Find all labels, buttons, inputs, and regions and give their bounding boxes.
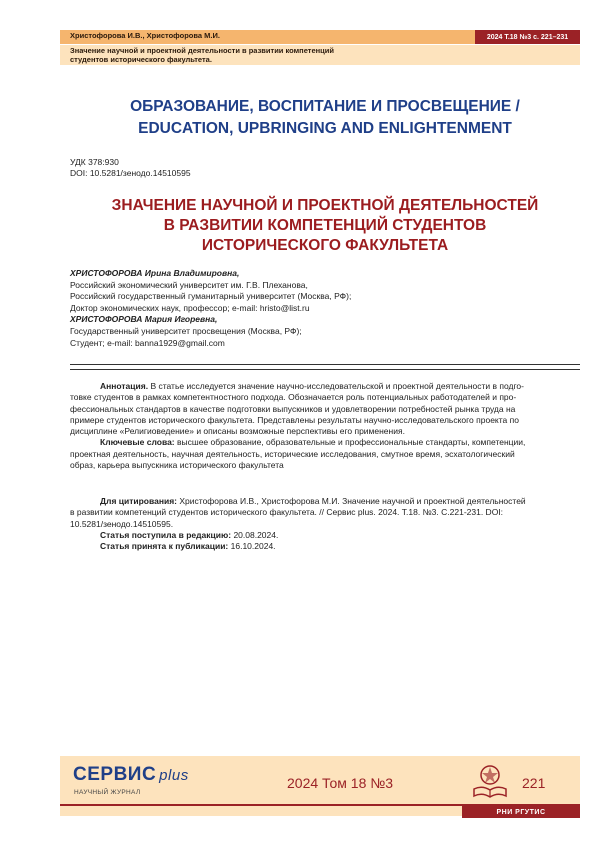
- footer-issue: 2024 Том 18 №3: [287, 775, 394, 791]
- author-affiliation: Государственный университет просвещения (Москва, РФ);: [70, 325, 302, 336]
- divider: [70, 369, 580, 370]
- section-heading-line: ОБРАЗОВАНИЕ, ВОСПИТАНИЕ И ПРОСВЕЩЕНИЕ /: [130, 98, 520, 115]
- running-head-authors: Христофорова И.В., Христофорова М.И.: [70, 31, 220, 40]
- abstract-text: дисциплине «Религиоведение» и описаны возможные перспективы его применения.: [70, 426, 405, 437]
- citation-label: Для цитирования:: [100, 496, 177, 506]
- article-title-line: ИСТОРИЧЕСКОГО ФАКУЛЬТЕТА: [201, 237, 449, 254]
- accepted-date: 16.10.2024.: [230, 541, 276, 552]
- university-label: РНИ РГУТИС: [462, 806, 580, 818]
- article-title-line: В РАЗВИТИИ КОМПЕТЕНЦИЙ СТУДЕНТОВ: [163, 217, 487, 234]
- running-head-title-line: студентов исторического факультета.: [70, 55, 212, 64]
- abstract-label: Аннотация.: [100, 381, 149, 391]
- abstract-text: товке студентов в рамках компетентностного подхода. Обозначается роль потенциальных работодателей и про-: [70, 392, 517, 403]
- author-affiliation: Российский экономический университет им. Г.В. Плеханова,: [70, 279, 308, 290]
- journal-subtitle: НАУЧНЫЙ ЖУРНАЛ: [74, 789, 141, 796]
- running-head-title-line: Значение научной и проектной деятельности в развитии компетенций: [70, 46, 334, 55]
- accepted-label: Статья принята к публикации:: [100, 541, 229, 552]
- running-head-title: [70, 46, 410, 64]
- received-label: Статья поступила в редакцию:: [100, 529, 232, 540]
- abstract-text: примере студентов исторического факультета. Представлены результаты научно-исследовательского проекта по: [70, 414, 519, 425]
- udk: УДК 378:930: [70, 157, 119, 167]
- running-head-issue: 2024 Т.18 №3 с. 221–231: [475, 30, 580, 44]
- journal-plus: plus: [159, 767, 189, 784]
- abstract-text: фессиональных стандартов в качестве подготовки выпускников и удовлетворении потребностей рынка труда на: [70, 403, 516, 414]
- author-name: ХРИСТОФОРОВА Ирина Владимировна,: [70, 268, 240, 278]
- citation-text: в развитии компетенций студентов исторического факультета. // Сервис plus. 2024. Т.18. №3. С.221-231. DOI:: [70, 507, 504, 518]
- article-title-line: ЗНАЧЕНИЕ НАУЧНОЙ И ПРОЕКТНОЙ ДЕЯТЕЛЬНОСТЕЙ: [111, 197, 539, 214]
- journal-name: СЕРВИС: [73, 764, 157, 785]
- section-heading: [60, 96, 590, 140]
- journal-logo-text: [73, 764, 189, 786]
- citation-block: [70, 496, 580, 552]
- citation-text: 10.5281/зенодо.14510595.: [70, 518, 174, 529]
- keywords-label: Ключевые слова:: [100, 437, 175, 448]
- author-name: ХРИСТОФОРОВА Мария Игоревна,: [70, 314, 218, 325]
- received-date: 20.08.2024.: [233, 529, 279, 540]
- abstract: [70, 381, 580, 471]
- article-title: [60, 196, 590, 256]
- divider: [70, 364, 580, 365]
- keywords-text: проектная деятельность, научная деятельность, исторические исследования, смутное время, эсхатологический: [70, 448, 515, 459]
- keywords-text: образ, карьера выпускника исторического факультета: [70, 460, 284, 471]
- book-icon: [470, 763, 510, 799]
- author-block: [70, 268, 570, 349]
- author-affiliation: Доктор экономических наук, профессор; e-mail: hristo@list.ru: [70, 302, 310, 313]
- author-affiliation: Студент; e-mail: banna1929@gmail.com: [70, 337, 225, 348]
- section-heading-line: EDUCATION, UPBRINGING AND ENLIGHTENMENT: [138, 120, 512, 137]
- author-affiliation: Российский государственный гуманитарный университет (Москва, РФ);: [70, 291, 352, 302]
- keywords-text: высшее образование, образовательные и профессиональные стандарты, компетенции,: [177, 437, 526, 448]
- article-meta: [70, 157, 191, 179]
- abstract-text: В статье исследуется значение научно-исследовательской и проектной деятельности в подго-: [150, 381, 524, 391]
- citation-text: Христофорова И.В., Христофорова М.И. Значение научной и проектной деятельностей: [179, 496, 526, 506]
- page-number: 221: [522, 775, 546, 791]
- doi: DOI: 10.5281/зенодо.14510595: [70, 168, 191, 178]
